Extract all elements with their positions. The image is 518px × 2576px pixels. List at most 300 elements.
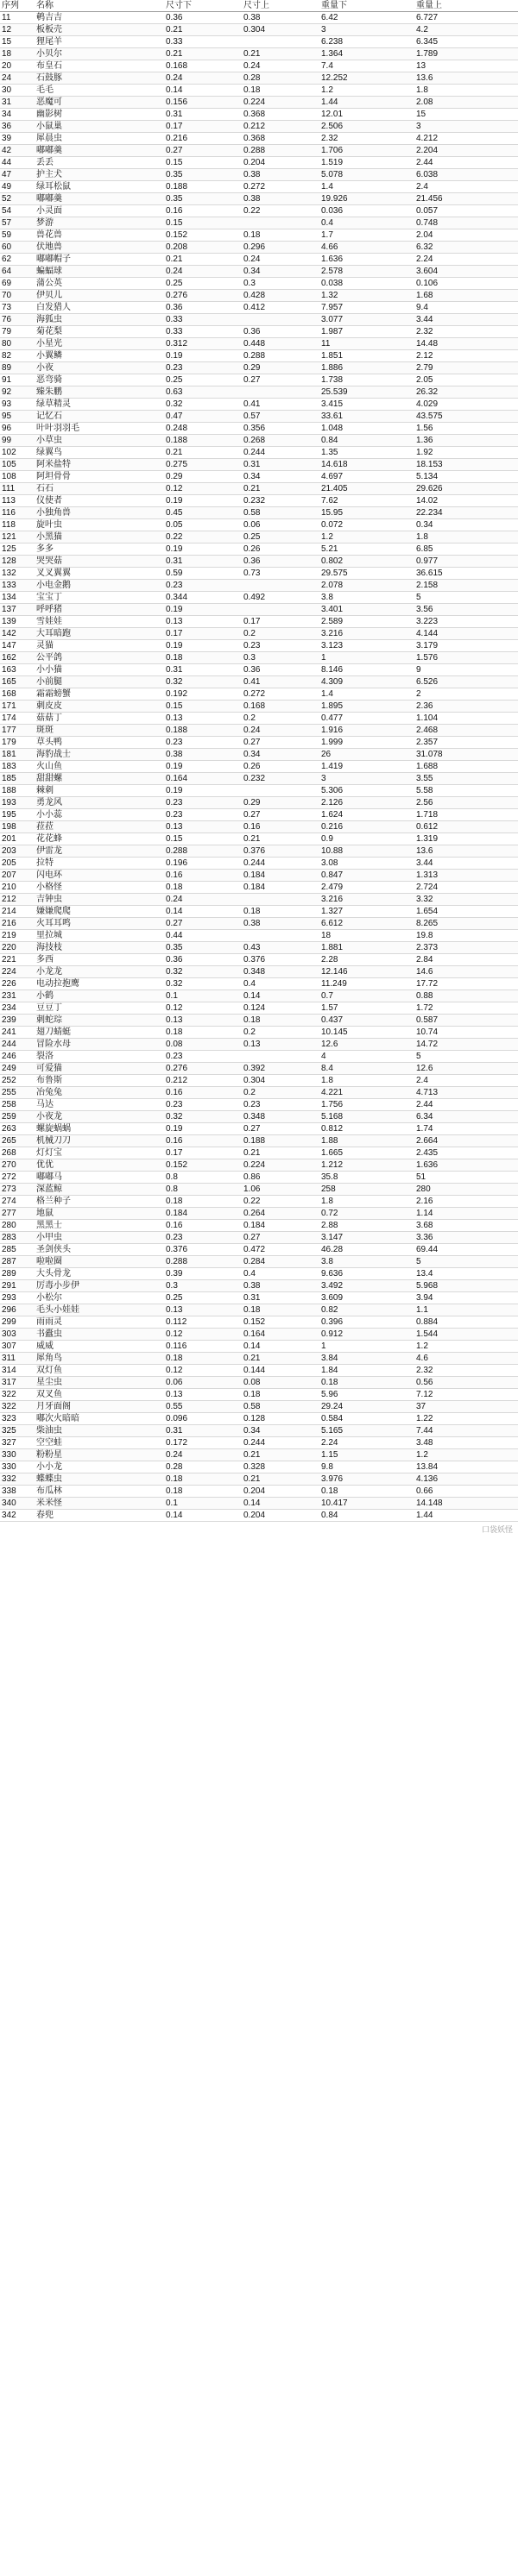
cell-name: 记忆石 <box>35 411 164 423</box>
table-row <box>0 507 518 519</box>
table-row <box>0 278 518 290</box>
cell-weight-high: 280 <box>414 1184 518 1196</box>
cell-weight-high: 1.36 <box>414 435 518 447</box>
cell-size-high <box>242 217 319 229</box>
cell-size-low: 0.25 <box>164 278 242 290</box>
table-row <box>0 1461 518 1473</box>
cell-size-low: 0.31 <box>164 1425 242 1437</box>
table-row <box>0 1425 518 1437</box>
cell-weight-high: 3.94 <box>414 1292 518 1304</box>
cell-size-high: 0.184 <box>242 1220 319 1232</box>
cell-weight-low: 2.578 <box>319 266 414 278</box>
table-row <box>0 1280 518 1292</box>
table-row <box>0 205 518 217</box>
table-row <box>0 109 518 121</box>
cell-weight-high: 1.8 <box>414 531 518 543</box>
cell-size-high: 0.224 <box>242 1159 319 1172</box>
cell-seq: 220 <box>0 942 35 954</box>
table-row <box>0 133 518 145</box>
cell-seq: 311 <box>0 1353 35 1365</box>
cell-seq: 252 <box>0 1075 35 1087</box>
cell-weight-low: 2.28 <box>319 954 414 966</box>
cell-size-low: 0.13 <box>164 713 242 725</box>
cell-weight-high: 2.4 <box>414 1075 518 1087</box>
cell-size-high: 0.34 <box>242 1425 319 1437</box>
cell-weight-high: 0.66 <box>414 1486 518 1498</box>
cell-size-low: 0.21 <box>164 48 242 60</box>
cell-weight-low: 8.4 <box>319 1063 414 1075</box>
cell-weight-high: 1.2 <box>414 1341 518 1353</box>
table-row <box>0 821 518 833</box>
cell-weight-high: 2.468 <box>414 725 518 737</box>
cell-name: 小翼鳞 <box>35 350 164 362</box>
table-row <box>0 1316 518 1329</box>
cell-weight-low: 3.401 <box>319 604 414 616</box>
cell-seq: 102 <box>0 447 35 459</box>
table-row <box>0 604 518 616</box>
cell-name: 格兰种子 <box>35 1196 164 1208</box>
cell-size-high: 0.3 <box>242 278 319 290</box>
cell-size-high: 0.41 <box>242 676 319 688</box>
cell-name: 小星光 <box>35 338 164 350</box>
cell-name: 粉粉星 <box>35 1449 164 1461</box>
table-row <box>0 97 518 109</box>
cell-size-high <box>242 314 319 326</box>
cell-seq: 285 <box>0 1244 35 1256</box>
cell-size-high: 0.288 <box>242 145 319 157</box>
cell-weight-low: 6.612 <box>319 918 414 930</box>
cell-size-low: 0.32 <box>164 966 242 978</box>
table-row <box>0 495 518 507</box>
cell-size-high: 0.376 <box>242 845 319 858</box>
cell-size-low: 0.14 <box>164 1510 242 1522</box>
cell-size-low: 0.18 <box>164 882 242 894</box>
table-row <box>0 338 518 350</box>
cell-seq: 273 <box>0 1184 35 1196</box>
cell-name: 鹌吉吉 <box>35 12 164 24</box>
table-row <box>0 1365 518 1377</box>
cell-weight-high: 2.724 <box>414 882 518 894</box>
cell-size-high: 0.73 <box>242 568 319 580</box>
cell-seq: 203 <box>0 845 35 858</box>
cell-size-high: 0.204 <box>242 157 319 169</box>
cell-size-high: 0.86 <box>242 1172 319 1184</box>
cell-weight-low: 10.417 <box>319 1498 414 1510</box>
cell-name: 幽影树 <box>35 109 164 121</box>
cell-name: 嘟嘟马 <box>35 1172 164 1184</box>
table-row <box>0 121 518 133</box>
table-row <box>0 592 518 604</box>
cell-seq: 231 <box>0 990 35 1002</box>
table-row <box>0 411 518 423</box>
table-row <box>0 181 518 193</box>
cell-size-low: 0.45 <box>164 507 242 519</box>
table-row <box>0 1473 518 1486</box>
cell-seq: 205 <box>0 858 35 870</box>
table-row <box>0 640 518 652</box>
table-row <box>0 1159 518 1172</box>
cell-seq: 132 <box>0 568 35 580</box>
cell-size-high: 0.328 <box>242 1461 319 1473</box>
cell-name: 蒲公英 <box>35 278 164 290</box>
cell-seq: 142 <box>0 628 35 640</box>
cell-name: 厉毒小步伊 <box>35 1280 164 1292</box>
cell-weight-low: 9.8 <box>319 1461 414 1473</box>
cell-seq: 340 <box>0 1498 35 1510</box>
cell-weight-low: 12.01 <box>319 109 414 121</box>
cell-name: 绿草精灵 <box>35 399 164 411</box>
table-row <box>0 833 518 845</box>
cell-seq: 181 <box>0 749 35 761</box>
cell-size-high <box>242 930 319 942</box>
cell-name: 甜甜螺 <box>35 773 164 785</box>
cell-name: 多多 <box>35 543 164 556</box>
cell-name: 里拉城 <box>35 930 164 942</box>
cell-weight-high: 2.08 <box>414 97 518 109</box>
cell-size-low: 0.156 <box>164 97 242 109</box>
cell-weight-high: 1.92 <box>414 447 518 459</box>
table-row <box>0 761 518 773</box>
cell-weight-low: 1.881 <box>319 942 414 954</box>
table-row <box>0 556 518 568</box>
cell-weight-high: 4.6 <box>414 1353 518 1365</box>
cell-size-high: 0.21 <box>242 1473 319 1486</box>
cell-size-low: 0.276 <box>164 1063 242 1075</box>
cell-size-high: 0.472 <box>242 1244 319 1256</box>
cell-size-high: 0.21 <box>242 1449 319 1461</box>
table-row <box>0 785 518 797</box>
cell-weight-high: 4.2 <box>414 24 518 36</box>
table-row <box>0 628 518 640</box>
cell-size-high <box>242 604 319 616</box>
cell-weight-low: 12.6 <box>319 1039 414 1051</box>
cell-weight-low: 6.42 <box>319 12 414 24</box>
cell-size-low: 0.24 <box>164 1449 242 1461</box>
cell-weight-low: 3.216 <box>319 894 414 906</box>
cell-weight-low: 0.036 <box>319 205 414 217</box>
cell-size-high: 0.204 <box>242 1510 319 1522</box>
cell-size-low: 0.12 <box>164 1365 242 1377</box>
cell-weight-high: 2.05 <box>414 374 518 386</box>
cell-name: 梦游 <box>35 217 164 229</box>
table-row <box>0 1437 518 1449</box>
cell-name: 伏地兽 <box>35 242 164 254</box>
cell-weight-high: 3 <box>414 121 518 133</box>
cell-weight-low: 33.61 <box>319 411 414 423</box>
cell-weight-high: 14.148 <box>414 1498 518 1510</box>
cell-weight-high: 1.68 <box>414 290 518 302</box>
cell-weight-high: 0.587 <box>414 1015 518 1027</box>
table-row <box>0 423 518 435</box>
cell-size-high: 0.412 <box>242 302 319 314</box>
cell-weight-low: 0.477 <box>319 713 414 725</box>
cell-size-high: 0.38 <box>242 169 319 181</box>
cell-weight-low: 1.57 <box>319 1002 414 1015</box>
table-row <box>0 217 518 229</box>
cell-weight-low: 1.665 <box>319 1147 414 1159</box>
cell-name: 春兜 <box>35 1510 164 1522</box>
cell-size-high <box>242 894 319 906</box>
cell-size-high: 0.36 <box>242 556 319 568</box>
cell-seq: 314 <box>0 1365 35 1377</box>
cell-seq: 20 <box>0 60 35 72</box>
cell-weight-high: 14.6 <box>414 966 518 978</box>
cell-size-low: 0.23 <box>164 809 242 821</box>
cell-size-high: 0.22 <box>242 1196 319 1208</box>
cell-weight-low: 2.126 <box>319 797 414 809</box>
cell-size-low: 0.12 <box>164 483 242 495</box>
cell-weight-low: 3.077 <box>319 314 414 326</box>
cell-name: 丢丢 <box>35 157 164 169</box>
cell-size-high: 0.212 <box>242 121 319 133</box>
column-header-weight-high: 重量上 <box>414 0 518 12</box>
cell-weight-low: 1.048 <box>319 423 414 435</box>
cell-size-high: 0.21 <box>242 483 319 495</box>
cell-weight-low: 1.624 <box>319 809 414 821</box>
cell-seq: 52 <box>0 193 35 205</box>
cell-weight-high: 3.223 <box>414 616 518 628</box>
cell-size-low: 0.47 <box>164 411 242 423</box>
table-row <box>0 749 518 761</box>
table-row <box>0 664 518 676</box>
cell-size-low: 0.27 <box>164 918 242 930</box>
cell-size-high: 0.21 <box>242 833 319 845</box>
cell-seq: 327 <box>0 1437 35 1449</box>
cell-weight-low: 1.738 <box>319 374 414 386</box>
cell-name: 嘟嘟帽子 <box>35 254 164 266</box>
cell-size-low: 0.196 <box>164 858 242 870</box>
cell-size-low: 0.288 <box>164 845 242 858</box>
cell-weight-high: 2.664 <box>414 1135 518 1147</box>
cell-size-low: 0.21 <box>164 447 242 459</box>
cell-name: 毛头小娃娃 <box>35 1304 164 1316</box>
cell-seq: 272 <box>0 1172 35 1184</box>
cell-seq: 201 <box>0 833 35 845</box>
cell-size-low: 0.05 <box>164 519 242 531</box>
cell-seq: 59 <box>0 229 35 242</box>
cell-seq: 34 <box>0 109 35 121</box>
cell-size-low: 0.184 <box>164 1208 242 1220</box>
cell-size-high: 0.38 <box>242 1280 319 1292</box>
cell-weight-high: 13.6 <box>414 845 518 858</box>
cell-name: 蝶蝶虫 <box>35 1473 164 1486</box>
cell-size-low: 0.29 <box>164 471 242 483</box>
cell-weight-low: 5.168 <box>319 1111 414 1123</box>
cell-name: 小前腿 <box>35 676 164 688</box>
watermark: 口袋妖怪 <box>481 1525 513 1534</box>
table-row <box>0 1196 518 1208</box>
cell-size-low: 0.36 <box>164 12 242 24</box>
table-row <box>0 616 518 628</box>
cell-size-high: 0.264 <box>242 1208 319 1220</box>
cell-seq: 147 <box>0 640 35 652</box>
cell-name: 火山鱼 <box>35 761 164 773</box>
cell-name: 石鼓豚 <box>35 72 164 85</box>
cell-seq: 76 <box>0 314 35 326</box>
cell-size-low: 0.19 <box>164 350 242 362</box>
cell-weight-low: 1.987 <box>319 326 414 338</box>
cell-size-high: 0.14 <box>242 990 319 1002</box>
cell-seq: 216 <box>0 918 35 930</box>
cell-name: 小小蕊 <box>35 809 164 821</box>
cell-name: 小格怪 <box>35 882 164 894</box>
cell-weight-low: 3.08 <box>319 858 414 870</box>
cell-weight-high: 13.4 <box>414 1268 518 1280</box>
table-row <box>0 737 518 749</box>
cell-seq: 177 <box>0 725 35 737</box>
cell-weight-low: 3.976 <box>319 1473 414 1486</box>
table-row <box>0 36 518 48</box>
cell-name: 小灵面 <box>35 205 164 217</box>
cell-size-low: 0.152 <box>164 229 242 242</box>
cell-size-high: 0.18 <box>242 906 319 918</box>
cell-size-high: 0.368 <box>242 133 319 145</box>
cell-weight-low: 1.44 <box>319 97 414 109</box>
cell-weight-high: 10.74 <box>414 1027 518 1039</box>
cell-seq: 280 <box>0 1220 35 1232</box>
cell-size-high <box>242 386 319 399</box>
cell-name: 雪娃娃 <box>35 616 164 628</box>
cell-size-high: 0.304 <box>242 1075 319 1087</box>
cell-weight-low: 3.84 <box>319 1353 414 1365</box>
cell-size-high: 0.27 <box>242 737 319 749</box>
cell-weight-high: 0.56 <box>414 1377 518 1389</box>
table-row <box>0 193 518 205</box>
cell-size-low: 0.33 <box>164 326 242 338</box>
cell-seq: 303 <box>0 1329 35 1341</box>
cell-size-high: 0.18 <box>242 85 319 97</box>
cell-weight-low: 1.2 <box>319 85 414 97</box>
cell-size-high: 0.4 <box>242 978 319 990</box>
cell-name: 嘟次火暗暗 <box>35 1413 164 1425</box>
cell-size-high: 0.188 <box>242 1135 319 1147</box>
table-row <box>0 1268 518 1280</box>
cell-size-high: 0.2 <box>242 1087 319 1099</box>
cell-weight-low: 1 <box>319 1341 414 1353</box>
cell-size-low: 0.152 <box>164 1159 242 1172</box>
cell-weight-high: 3.179 <box>414 640 518 652</box>
cell-weight-high: 9.4 <box>414 302 518 314</box>
cell-weight-high: 1.576 <box>414 652 518 664</box>
cell-size-low: 0.25 <box>164 1292 242 1304</box>
table-row <box>0 459 518 471</box>
table-row <box>0 882 518 894</box>
cell-seq: 289 <box>0 1268 35 1280</box>
cell-seq: 259 <box>0 1111 35 1123</box>
cell-seq: 125 <box>0 543 35 556</box>
cell-size-low: 0.24 <box>164 72 242 85</box>
cell-weight-low: 3 <box>319 24 414 36</box>
table-row <box>0 725 518 737</box>
cell-weight-low: 2.24 <box>319 1437 414 1449</box>
cell-size-low: 0.192 <box>164 688 242 701</box>
table-header <box>0 0 518 12</box>
cell-weight-high: 19.8 <box>414 930 518 942</box>
table-row <box>0 966 518 978</box>
cell-name: 米米怪 <box>35 1498 164 1510</box>
cell-seq: 168 <box>0 688 35 701</box>
table-row <box>0 12 518 24</box>
cell-weight-low: 14.618 <box>319 459 414 471</box>
cell-weight-high: 2.56 <box>414 797 518 809</box>
cell-weight-low: 258 <box>319 1184 414 1196</box>
cell-seq: 226 <box>0 978 35 990</box>
cell-weight-low: 2.078 <box>319 580 414 592</box>
cell-weight-low: 0.072 <box>319 519 414 531</box>
cell-name: 冒险水母 <box>35 1039 164 1051</box>
table-row <box>0 1377 518 1389</box>
cell-size-high: 0.18 <box>242 1304 319 1316</box>
cell-weight-high: 1.688 <box>414 761 518 773</box>
cell-name: 机械刀刀 <box>35 1135 164 1147</box>
cell-seq: 89 <box>0 362 35 374</box>
cell-name: 星尘虫 <box>35 1377 164 1389</box>
cell-name: 啦啦圈 <box>35 1256 164 1268</box>
cell-size-low: 0.275 <box>164 459 242 471</box>
table-row <box>0 326 518 338</box>
cell-size-high: 0.38 <box>242 193 319 205</box>
cell-weight-low: 4.309 <box>319 676 414 688</box>
cell-weight-high: 0.884 <box>414 1316 518 1329</box>
cell-weight-low: 5.165 <box>319 1425 414 1437</box>
table-row <box>0 386 518 399</box>
cell-seq: 255 <box>0 1087 35 1099</box>
cell-seq: 118 <box>0 519 35 531</box>
cell-size-high: 0.3 <box>242 652 319 664</box>
table-row <box>0 713 518 725</box>
table-row <box>0 519 518 531</box>
cell-weight-low: 1.88 <box>319 1135 414 1147</box>
table-row <box>0 809 518 821</box>
cell-size-high: 0.288 <box>242 350 319 362</box>
cell-size-high: 0.4 <box>242 1268 319 1280</box>
cell-name: 菇菇丁 <box>35 713 164 725</box>
cell-seq: 39 <box>0 133 35 145</box>
cell-weight-high: 0.106 <box>414 278 518 290</box>
cell-weight-high: 7.12 <box>414 1389 518 1401</box>
table-row <box>0 1449 518 1461</box>
cell-weight-high: 2.4 <box>414 181 518 193</box>
cell-weight-high: 5 <box>414 1256 518 1268</box>
cell-name: 小甲虫 <box>35 1232 164 1244</box>
cell-size-low: 0.36 <box>164 954 242 966</box>
cell-size-low: 0.19 <box>164 543 242 556</box>
cell-name: 刺蛇琮 <box>35 1015 164 1027</box>
cell-size-low: 0.31 <box>164 109 242 121</box>
cell-weight-high: 2.32 <box>414 326 518 338</box>
table-row <box>0 48 518 60</box>
cell-seq: 57 <box>0 217 35 229</box>
cell-weight-low: 1.519 <box>319 157 414 169</box>
cell-weight-low: 5.306 <box>319 785 414 797</box>
column-header-weight-low: 重量下 <box>319 0 414 12</box>
table-row <box>0 1304 518 1316</box>
cell-name: 嫌嫌爬爬 <box>35 906 164 918</box>
cell-seq: 91 <box>0 374 35 386</box>
cell-name: 小小龙 <box>35 1461 164 1473</box>
cell-weight-low: 4.697 <box>319 471 414 483</box>
cell-size-low: 0.22 <box>164 531 242 543</box>
cell-size-high: 0.23 <box>242 1099 319 1111</box>
cell-weight-high: 2.04 <box>414 229 518 242</box>
cell-size-high: 0.184 <box>242 870 319 882</box>
cell-seq: 287 <box>0 1256 35 1268</box>
cell-weight-low: 35.8 <box>319 1172 414 1184</box>
cell-name: 小独角兽 <box>35 507 164 519</box>
cell-seq: 322 <box>0 1401 35 1413</box>
cell-size-high: 0.57 <box>242 411 319 423</box>
cell-size-low: 0.13 <box>164 821 242 833</box>
